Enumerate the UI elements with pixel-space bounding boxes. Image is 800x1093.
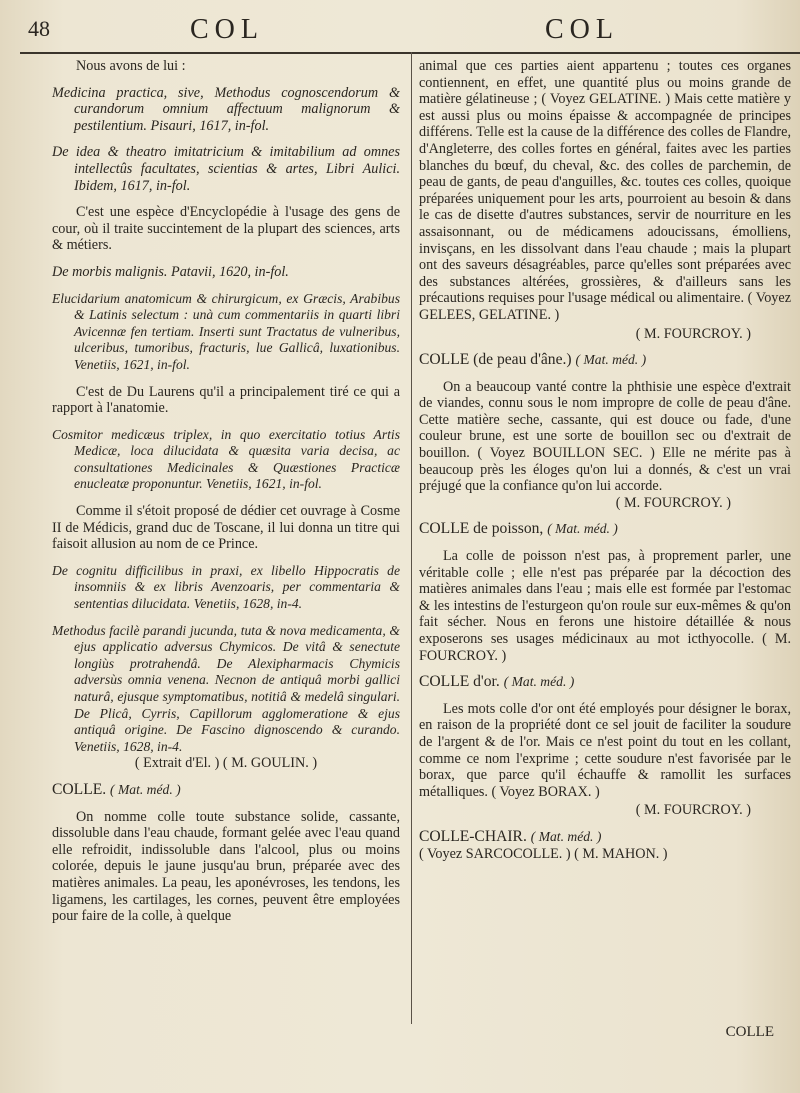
bibliography-entry: De idea & theatro imitatricium & imitabilium ad omnes intellectûs facultates, scientias & artes, Libri Aulici. Ibidem, 1617, in-fol. xyxy=(52,144,400,194)
entry-category: ( Mat. méd. ) xyxy=(547,521,618,537)
bibliography-entry: De cognitu difficilibus in praxi, ex libello Hippocratis de insomniis & ex libris Avenzoaris, per commentaria & sententias dilucidata. Venetiis, 1628, in-4. xyxy=(52,562,400,612)
bibliography-entry: De morbis malignis. Patavii, 1620, in-fol. xyxy=(52,263,289,280)
entry-body: On nomme colle toute substance solide, cassante, dissoluble dans l'eau chaude, formant gelée avec l'eau quand elle refroidit, indissoluble dans l'alcool, plus ou moins colorée, depuis le jaune jusqu'au brun, préparée avec des matières animales. La peau, les aponévroses, les tendons, les ligamens, les cartilages, les cornes, peuvent être employées pour faire de la colle, à quelque xyxy=(52,808,400,925)
entry-category: ( Mat. méd. ) xyxy=(110,781,181,797)
entry-category: ( Mat. méd. ) xyxy=(530,828,602,844)
bibliography-entry: Elucidarium anatomicum & chirurgicum, ex Græcis, Arabibus & Latinis selectum : unà cum commentariis in quarti libri Avicennæ fen tertiam. Inserti sunt Tractatus de vulneribus, ulceribus, tumoribus, fracturis, lue Gallicâ, luxationibus. Venetiis, 1621, in-fol. xyxy=(52,290,400,372)
text-paragraph: C'est une espèce d'Encyclopédie à l'usage des gens de cour, où il traite succintement de la plupart des sciences, arts & métiers. xyxy=(52,204,400,254)
entry-body: ( Voyez SARCOCOLLE. ) ( M. MAHON. ) xyxy=(419,845,668,862)
text-paragraph: Nous avons de lui : xyxy=(76,58,186,74)
running-head-right: COL xyxy=(545,14,619,45)
entry-heading-colle-chair xyxy=(419,829,791,846)
author-signature: ( M. FOURCROY. ) xyxy=(615,494,731,511)
source-attribution: ( Extrait d'El. ) ( M. GOULIN. ) xyxy=(134,755,318,772)
right-column xyxy=(419,58,791,862)
left-column xyxy=(52,58,400,925)
entry-category: ( Mat. méd. ) xyxy=(503,674,575,690)
entry-body: On a beaucoup vanté contre la phthisie une espèce d'extrait de viandes, connu sous le nom impropre de colle de peau d'âne. Cette matière seche, cassante, qui est douce ou fade, d'une couleur brune, est une sorte de bouillon sec ou d'extrait de bouillon. ( Voyez BOUILLON SEC. ) Elle ne mérite pas à beaucoup près les éloges qu'on lui a donnés, & c'est un vrai préjugé que la confiance qu'on lui accorde. xyxy=(419,378,791,495)
entry-title: COLLE. xyxy=(52,780,107,798)
entry-title: COLLE (de peau d'âne.) xyxy=(419,351,572,369)
bibliography-entry: Methodus facilè parandi jucunda, tuta & nova medicamenta, & ejus applicatio adversus Chymicos. De vitâ & senectute longiùs protrahendâ. De Alexipharmacis Chymicis adversùs omnia venena. Necnon de antiquâ morbi gallici naturâ, ejusque symptomatibus, notitiâ & medelâ singulari. De Plicâ, Cyrris, Capillorum agglomeratione & ejus antiquâ origine. De Fascino dignoscendo & curando. Venetiis, 1628, in-4. xyxy=(52,622,400,754)
entry-body: Les mots colle d'or ont été employés pour désigner le borax, en raison de la propriété dont ce sel jouit de faciliter la soudure de l'argent & de l'or. Mais ce n'est point du tout en les collant, comme ce nom l'exprime ; cette soudure n'est favorisée par le borax, que parce qu'il échauffe & ramollit les surfaces métalliques. ( Voyez BORAX. ) xyxy=(419,700,791,800)
catchword: COLLE xyxy=(725,1024,774,1040)
author-signature: ( M. FOURCROY. ) xyxy=(635,325,751,342)
bibliography-entry: Cosmitor medicæus triplex, in quo exercitatio totius Artis Medicæ, loca dilucidata & quæsita varia decisa, ac consultationes Medicinales & Quæstiones Practicæ enucleatæ proponuntur. Venetiis, 1621, in-fol. xyxy=(52,426,400,492)
entry-title: COLLE-CHAIR. xyxy=(419,827,527,845)
author-signature: ( M. FOURCROY. ) xyxy=(635,802,751,819)
entry-heading-peau-ane xyxy=(419,352,791,369)
header-rule xyxy=(20,52,800,54)
entry-heading-colle xyxy=(52,782,400,799)
column-divider xyxy=(411,52,412,1024)
entry-body: La colle de poisson n'est pas, à proprement parler, une véritable colle ; elle n'est pas préparée par la décoction des matières animales dans l'eau ; mais elle est formée par l'estomac & les intestins de l'esturgeon qu'on roule sur eux-mêmes & qu'on fait sécher. Nous en ferons une histoire détaillée & nous exposerons ses usages médicinaux au mot icthyocolle. ( M. FOURCROY. ) xyxy=(419,548,791,664)
entry-title: COLLE de poisson, xyxy=(419,520,544,538)
entry-heading-poisson xyxy=(419,521,791,538)
entry-category: ( Mat. méd. ) xyxy=(575,352,647,368)
text-paragraph: Comme il s'étoit proposé de dédier cet ouvrage à Cosme II de Médicis, grand duc de Toscane, il lui donna un titre qui faisoit allusion au nom de ce Prince. xyxy=(52,503,400,553)
running-head-left: COL xyxy=(190,14,264,45)
entry-body-continued: animal que ces parties aient appartenu ; toutes ces organes contiennent, en effet, une quantité plus ou moins grande de matière gélatineuse ; ( Voyez GELATINE. ) Mais cette matière y est aussi plus ou moins épaisse & accompagnée de principes différens. Telle est la cause de la différence des colles de Flandre, d'Angleterre, des colles fortes en général, faites avec les parties blanches du bœuf, du cheval, &c. des colles de parchemin, de peau de gants, de peau d'anguilles, &c. toutes ces colles, quoique préparées uniquement pour les arts, pourroient au besoin & dans le cas de disette d'autres substances, servir de nourriture en les assaisonnant, ou de médicamens adoucissans, émolliens, invisçans, en les dissolvant dans l'eau chaude ; mais la plupart ont des saveurs désagréables, parce qu'elles sont préparées avec des substances altérées, grossières, & d'ailleurs sans les précautions requises pour l'usage médical ou alimentaire. ( Voyez GELEES, GELATINE. ) xyxy=(419,58,791,323)
bibliography-entry: Medicina practica, sive, Methodus cognoscendorum & curandorum omnium affectuum malignorum & pestilentium. Pisauri, 1617, in-fol. xyxy=(52,84,400,134)
text-paragraph: C'est de Du Laurens qu'il a principalement tiré ce qui a rapport à l'anatomie. xyxy=(52,383,400,417)
entry-heading-or xyxy=(419,674,791,691)
page-number: 48 xyxy=(28,16,50,41)
entry-title: COLLE d'or. xyxy=(419,673,500,691)
page-header xyxy=(0,14,800,48)
